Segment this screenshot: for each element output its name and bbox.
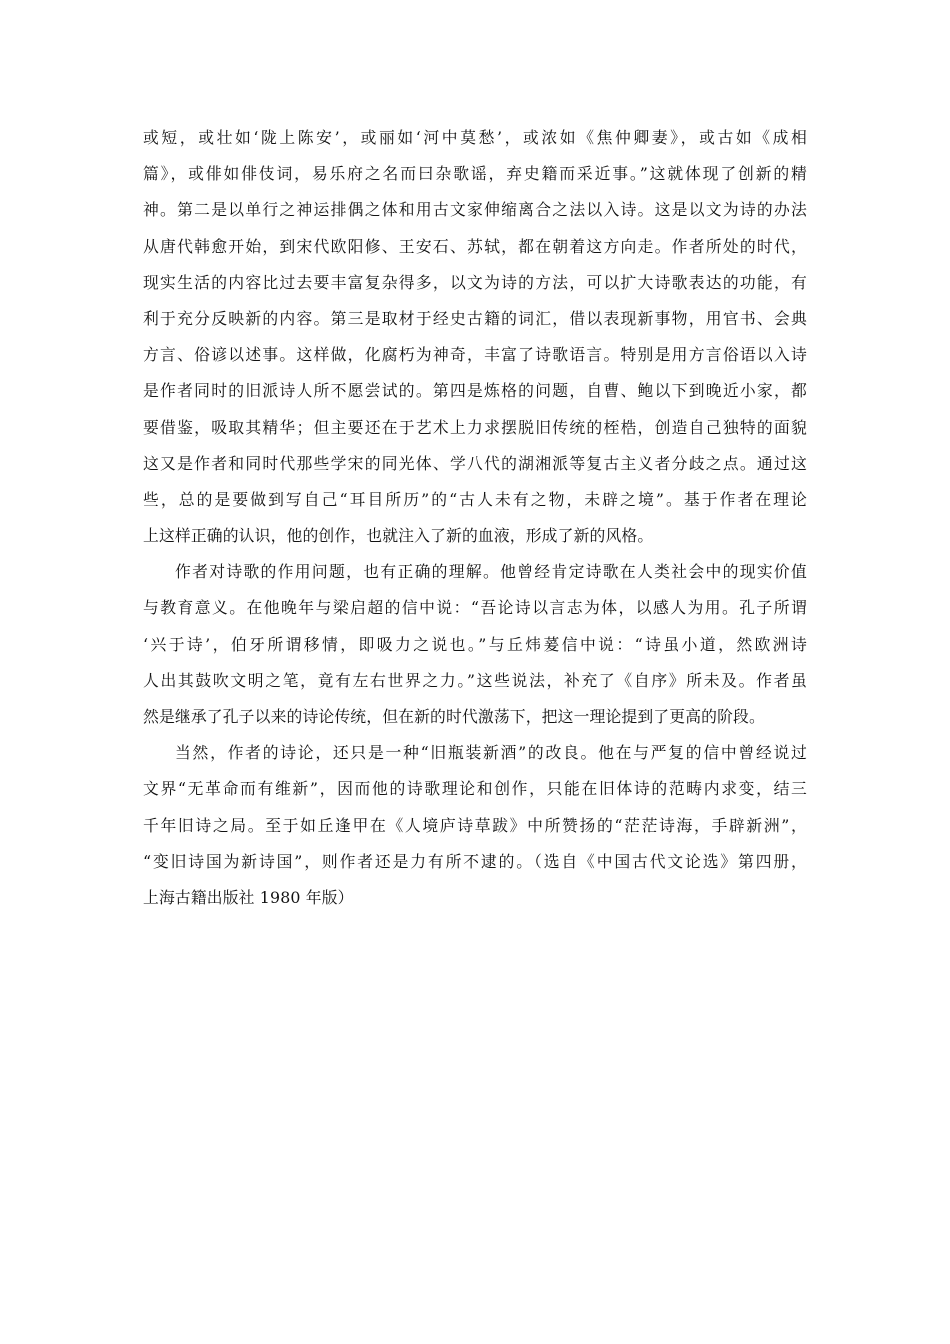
text-line-14: 与教育意义。在他晚年与梁启超的信中说：“吾论诗以言志为体，以感人为用。孔子所谓 <box>143 598 807 618</box>
text-line-7: 方言、俗谚以述事。这样做，化腐朽为神奇，丰富了诗歌语言。特别是用方言俗语以入诗 <box>143 345 807 365</box>
text-line-12: 上这样正确的认识，他的创作，也就注入了新的血液，形成了新的风格。 <box>143 526 654 546</box>
text-line-16: 人出其鼓吹文明之笔，竟有左右世界之力。”这些说法，补充了《自序》所未及。作者虽 <box>143 670 807 690</box>
text-line-15: ‘兴于诗’，伯牙所谓移情，即吸力之说也。”与丘炜萲信中说：“诗虽小道，然欧洲诗 <box>143 634 807 654</box>
text-line-4: 从唐代韩愈开始，到宋代欧阳修、王安石、苏轼，都在朝着这方向走。作者所处的时代， <box>143 236 807 256</box>
text-line-20: 千年旧诗之局。至于如丘逢甲在《人境庐诗草跋》中所赞扬的“茫茫诗海，手辟新洲”， <box>143 815 807 835</box>
text-line-10: 这又是作者和同时代那些学宋的同光体、学八代的湖湘派等复古主义者分歧之点。通过这 <box>143 453 807 473</box>
text-line-5: 现实生活的内容比过去要丰富复杂得多，以文为诗的方法，可以扩大诗歌表达的功能，有 <box>143 272 807 292</box>
text-line-11: 些，总的是要做到写自己“耳目所历”的“古人未有之物，未辟之境”。基于作者在理论 <box>143 489 807 509</box>
text-line-1: 或短，或壮如‘陇上陈安’，或丽如‘河中莫愁’，或浓如《焦仲卿妻》，或古如《成相 <box>143 128 807 147</box>
text-line-2: 篇》，或俳如俳伎词，易乐府之名而曰杂歌谣，弃史籍而采近事。”这就体现了创新的精 <box>143 164 807 184</box>
text-line-21: “变旧诗国为新诗国”，则作者还是力有所不逮的。（选自《中国古代文论选》第四册， <box>143 851 807 871</box>
text-line-17: 然是继承了孔子以来的诗论传统，但在新的时代激荡下，把这一理论提到了更高的阶段。 <box>143 707 765 726</box>
text-line-8: 是作者同时的旧派诗人所不愿尝试的。第四是炼格的问题，自曹、鲍以下到晚近小家，都 <box>143 381 807 401</box>
paragraph-start-line-13: 作者对诗歌的作用问题，也有正确的理解。他曾经肯定诗歌在人类社会中的现实价值 <box>175 562 807 582</box>
body-text <box>143 120 807 916</box>
text-line-19: 文界“无革命而有维新”，因而他的诗歌理论和创作，只能在旧体诗的范畴内求变，结三 <box>143 779 807 799</box>
text-line-3: 神。第二是以单行之神运排偶之体和用古文家伸缩离合之法以入诗。这是以文为诗的办法 <box>143 200 807 220</box>
text-line-9: 要借鉴，吸取其精华；但主要还在于艺术上力求摆脱旧传统的桎梏，创造自己独特的面貌 <box>143 417 807 437</box>
paragraph-start-line-18: 当然，作者的诗论，还只是一种“旧瓶装新酒”的改良。他在与严复的信中曾经说过 <box>175 743 807 763</box>
text-line-6: 利于充分反映新的内容。第三是取材于经史古籍的词汇，借以表现新事物，用官书、会典 <box>143 308 807 328</box>
source-citation-line: 上海古籍出版社 1980 年版） <box>143 887 354 907</box>
